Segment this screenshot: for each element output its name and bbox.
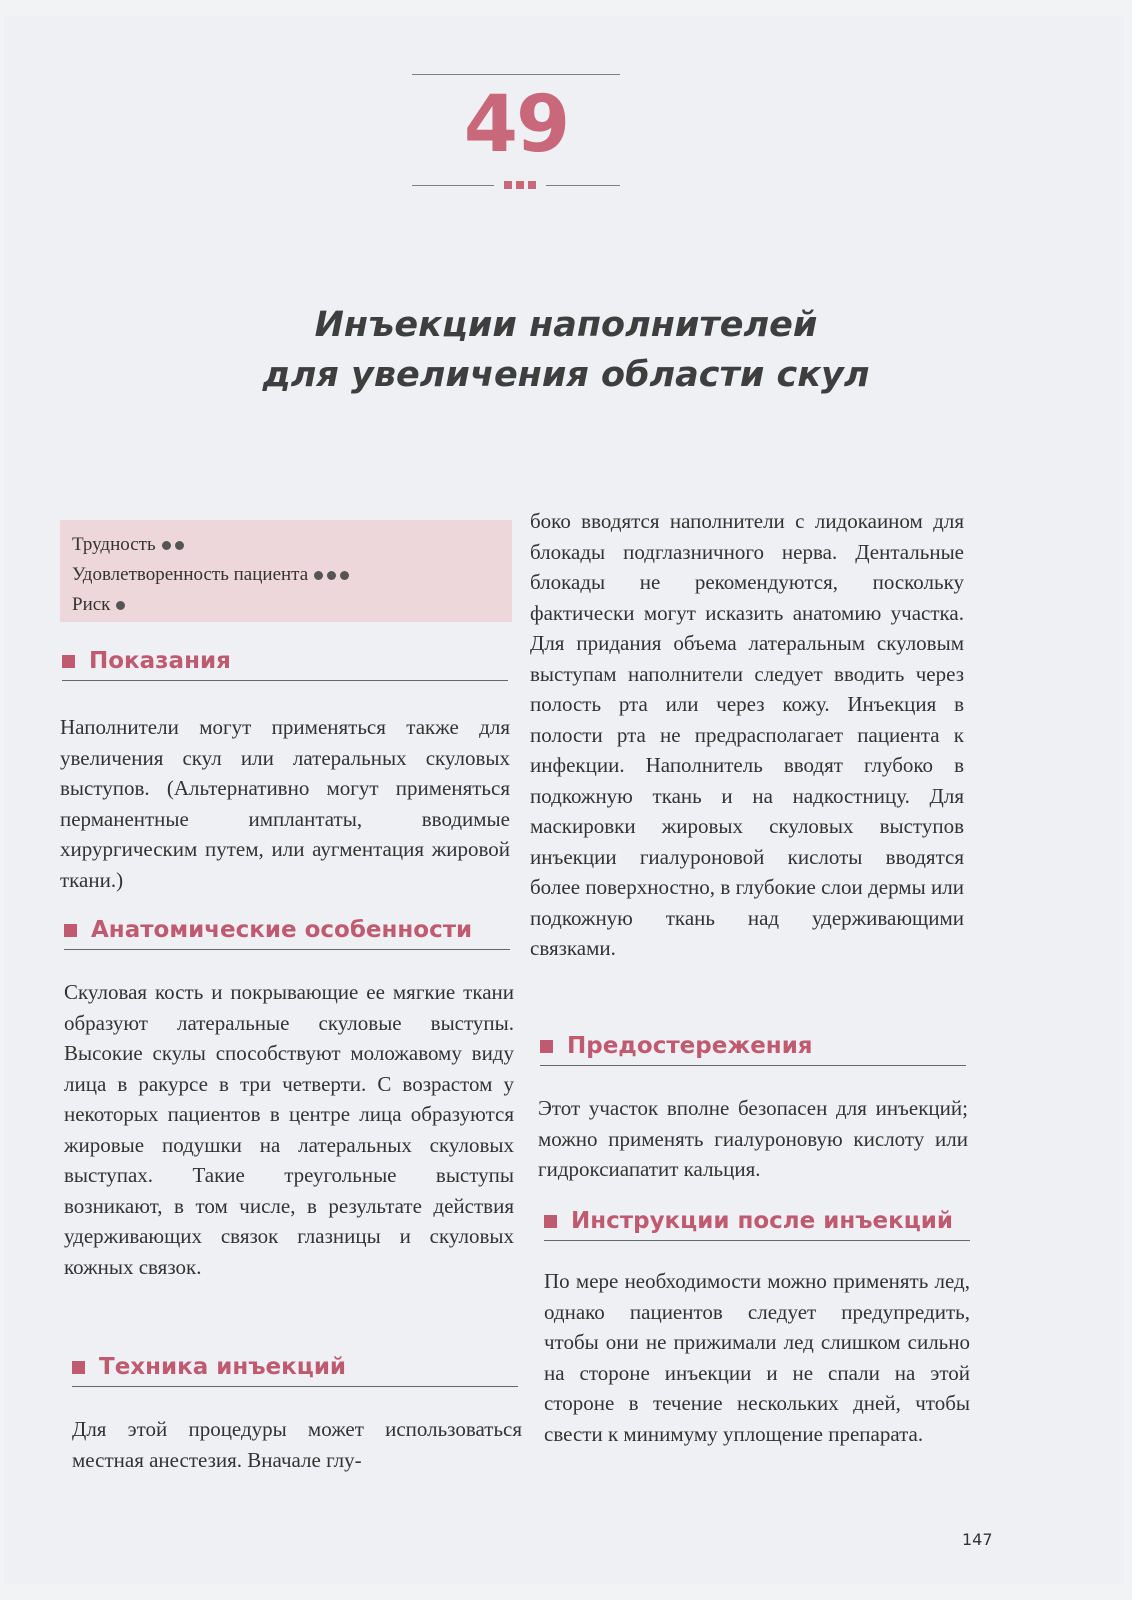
- chapter-top-rule: [412, 74, 620, 75]
- heading-bullet-icon: [72, 1361, 85, 1374]
- section-heading-aftercare: [544, 1208, 970, 1241]
- chapter-title-line2: для увеличения области скул: [262, 355, 870, 395]
- rating-dot: [340, 571, 349, 580]
- chapter-number: 49: [463, 80, 569, 170]
- page-number: 147: [962, 1530, 993, 1549]
- section-text-anatomy: Скуловая кость и покрывающие ее мягкие ткани образуют латеральные скуловые выступы. Высокие скулы способствуют моложавому виду лица в ракурсе в три четверти. С возрастом у некоторых пациентов в центре лица образуются жировые подушки на латеральных скуловых выступах. Такие треугольные выступы возникают, в том числе, в результате действия удерживающих связок глазницы и скуловых кожных связок.: [64, 980, 514, 1279]
- heading-bullet-icon: [62, 655, 75, 668]
- rating-risk-label: Риск: [72, 594, 111, 615]
- rating-dot: [162, 541, 171, 550]
- rating-dot: [314, 571, 323, 580]
- heading-text: Показания: [89, 648, 231, 674]
- rating-risk-dots: [116, 601, 125, 610]
- heading-text: Техника инъекций: [99, 1354, 347, 1380]
- rating-satisfaction-label: Удовлетворенность пациента: [72, 564, 309, 585]
- rating-difficulty-label: Трудность: [72, 534, 156, 555]
- heading-bullet-icon: [64, 924, 77, 937]
- heading-bullet-icon: [544, 1215, 557, 1228]
- section-text-technique-start: Для этой процедуры может использоваться местная анестезия. Вначале глу-: [72, 1417, 522, 1472]
- heading-text: Анатомические особенности: [91, 917, 473, 943]
- chapter-ornament: [500, 181, 540, 189]
- rating-dot: [327, 571, 336, 580]
- chapter-title-line1: Инъекции наполнителей: [314, 305, 818, 345]
- heading-text: Инструкции после инъекций: [571, 1208, 954, 1234]
- section-heading-cautions: [540, 1033, 966, 1066]
- rating-dot: [175, 541, 184, 550]
- rating-difficulty-dots: [162, 541, 184, 550]
- chapter-bottom-rule-left: [412, 185, 494, 186]
- section-heading-anatomy: [64, 917, 510, 950]
- chapter-title: [100, 300, 1032, 400]
- section-heading-technique: [72, 1354, 518, 1387]
- heading-text: Предостережения: [567, 1033, 813, 1059]
- heading-bullet-icon: [540, 1040, 553, 1053]
- rating-satisfaction: [72, 560, 500, 590]
- rating-difficulty: [72, 530, 500, 560]
- section-text-cautions: Этот участок вполне безопасен для инъекций; можно применять гиалуроновую кислоту или гидроксиапатит кальция.: [538, 1096, 968, 1181]
- rating-dot: [116, 601, 125, 610]
- rating-risk: [72, 590, 500, 620]
- section-heading-indications: [62, 648, 508, 681]
- section-text-technique-continued: боко вводятся наполнители с лидокаином для блокады подглазничного нерва. Дентальные блокады не рекомендуются, поскольку фактически могут исказить анатомию участка. Для придания объема латеральным скуловым выступам наполнители следует вводить через полость рта или через кожу. Инъекция в полости рта не предрасполагает пациента к инфекции. Наполнитель вводят глубоко в подкожную ткань и на надкостницу. Для маскировки жировых скуловых выступов инъекции гиалуроновой кислоты вводятся более поверхностно, в глубокие слои дермы или подкожную ткань над удерживающими связками.: [530, 509, 964, 960]
- section-text-aftercare: По мере необходимости можно применять лед, однако пациентов следует предупредить, чтобы они не прижимали лед слишком сильно на стороне инъекции и не спали на этой стороне в течение нескольких дней, чтобы свести к минимуму уплощение препарата.: [544, 1269, 970, 1446]
- rating-box: [60, 520, 512, 622]
- rating-satisfaction-dots: [314, 571, 349, 580]
- section-text-indications: Наполнители могут применяться также для увеличения скул или латеральных скуловых выступов. (Альтернативно могут применяться перманентные имплантаты, вводимые хирургическим путем, или аугментация жировой ткани.): [60, 715, 510, 892]
- chapter-bottom-rule-right: [546, 185, 620, 186]
